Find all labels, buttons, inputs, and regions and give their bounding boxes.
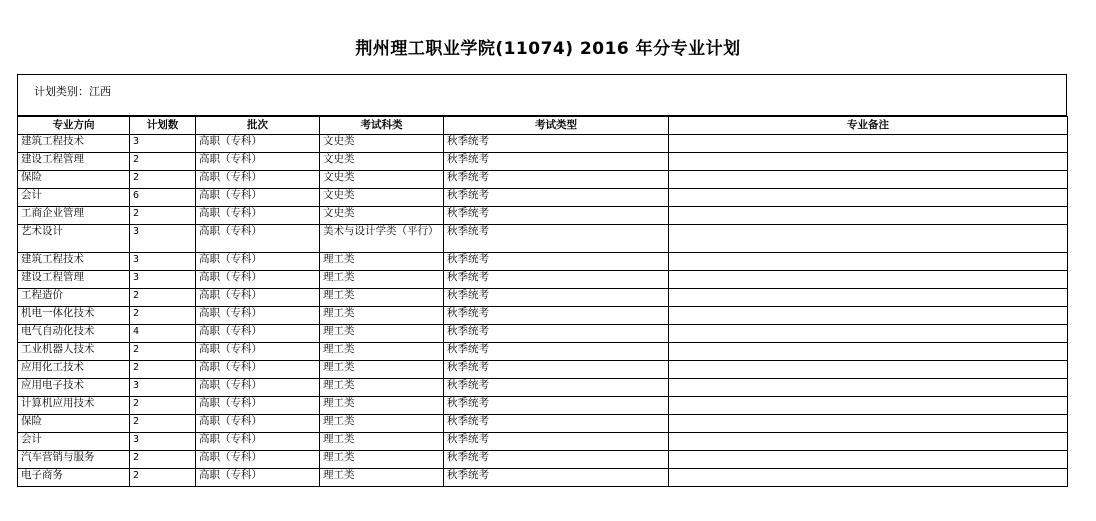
count-cell: 2 [130,207,196,225]
exam-type-cell: 秋季统考 [444,433,669,451]
header-count: 计划数 [130,117,196,135]
batch-cell: 高职（专科） [196,451,320,469]
count-cell: 3 [130,379,196,397]
plan-category-box [17,74,1067,116]
note-cell [669,307,1068,325]
batch-cell: 高职（专科） [196,207,320,225]
subject-cell: 文史类 [320,135,444,153]
batch-cell: 高职（专科） [196,307,320,325]
count-cell: 2 [130,307,196,325]
exam-type-cell: 秋季统考 [444,271,669,289]
subject-cell: 理工类 [320,361,444,379]
count-cell: 2 [130,361,196,379]
exam-type-cell: 秋季统考 [444,361,669,379]
header-major: 专业方向 [18,117,130,135]
major-cell: 电气自动化技术 [18,325,130,343]
exam-type-cell: 秋季统考 [444,343,669,361]
major-cell: 会计 [18,189,130,207]
major-cell: 建设工程管理 [18,271,130,289]
batch-cell: 高职（专科） [196,225,320,253]
exam-type-cell: 秋季统考 [444,207,669,225]
count-cell: 4 [130,325,196,343]
count-cell: 2 [130,451,196,469]
table-row [18,271,1068,289]
subject-cell: 文史类 [320,171,444,189]
subject-cell: 理工类 [320,397,444,415]
subject-cell: 理工类 [320,325,444,343]
table-row [18,289,1068,307]
batch-cell: 高职（专科） [196,433,320,451]
exam-type-cell: 秋季统考 [444,225,669,253]
note-cell [669,343,1068,361]
major-cell: 工程造价 [18,289,130,307]
exam-type-cell: 秋季统考 [444,189,669,207]
exam-type-cell: 秋季统考 [444,307,669,325]
major-cell: 应用电子技术 [18,379,130,397]
subject-cell: 理工类 [320,343,444,361]
header-subject: 考试科类 [320,117,444,135]
note-cell [669,325,1068,343]
plan-table [17,116,1068,487]
table-header-row [18,117,1068,135]
subject-cell: 文史类 [320,153,444,171]
table-row [18,171,1068,189]
major-cell: 保险 [18,415,130,433]
note-cell [669,361,1068,379]
table-row [18,253,1068,271]
subject-cell: 理工类 [320,289,444,307]
count-cell: 2 [130,397,196,415]
subject-cell: 理工类 [320,433,444,451]
header-exam-type: 考试类型 [444,117,669,135]
batch-cell: 高职（专科） [196,135,320,153]
major-cell: 汽车营销与服务 [18,451,130,469]
note-cell [669,433,1068,451]
count-cell: 2 [130,415,196,433]
count-cell: 2 [130,469,196,487]
major-cell: 工业机器人技术 [18,343,130,361]
subject-cell: 理工类 [320,415,444,433]
table-row [18,433,1068,451]
count-cell: 2 [130,153,196,171]
major-cell: 建筑工程技术 [18,135,130,153]
exam-type-cell: 秋季统考 [444,135,669,153]
subject-cell: 理工类 [320,253,444,271]
table-row [18,343,1068,361]
count-cell: 3 [130,271,196,289]
subject-cell: 理工类 [320,271,444,289]
table-body [18,135,1068,487]
note-cell [669,271,1068,289]
count-cell: 3 [130,253,196,271]
note-cell [669,379,1068,397]
major-cell: 机电一体化技术 [18,307,130,325]
batch-cell: 高职（专科） [196,325,320,343]
count-cell: 2 [130,343,196,361]
count-cell: 3 [130,135,196,153]
exam-type-cell: 秋季统考 [444,469,669,487]
major-cell: 会计 [18,433,130,451]
batch-cell: 高职（专科） [196,189,320,207]
table-row [18,207,1068,225]
major-cell: 电子商务 [18,469,130,487]
batch-cell: 高职（专科） [196,171,320,189]
table-row [18,225,1068,253]
table-row [18,379,1068,397]
count-cell: 3 [130,225,196,253]
table-row [18,153,1068,171]
note-cell [669,135,1068,153]
batch-cell: 高职（专科） [196,343,320,361]
note-cell [669,171,1068,189]
exam-type-cell: 秋季统考 [444,415,669,433]
header-note: 专业备注 [669,117,1068,135]
batch-cell: 高职（专科） [196,271,320,289]
exam-type-cell: 秋季统考 [444,289,669,307]
note-cell [669,153,1068,171]
major-cell: 建设工程管理 [18,153,130,171]
table-row [18,397,1068,415]
count-cell: 6 [130,189,196,207]
major-cell: 应用化工技术 [18,361,130,379]
exam-type-cell: 秋季统考 [444,253,669,271]
exam-type-cell: 秋季统考 [444,153,669,171]
note-cell [669,207,1068,225]
note-cell [669,451,1068,469]
table-row [18,189,1068,207]
major-cell: 工商企业管理 [18,207,130,225]
note-cell [669,397,1068,415]
table-row [18,451,1068,469]
batch-cell: 高职（专科） [196,361,320,379]
exam-type-cell: 秋季统考 [444,325,669,343]
batch-cell: 高职（专科） [196,289,320,307]
major-cell: 计算机应用技术 [18,397,130,415]
batch-cell: 高职（专科） [196,153,320,171]
subject-cell: 文史类 [320,207,444,225]
batch-cell: 高职（专科） [196,379,320,397]
count-cell: 2 [130,171,196,189]
major-cell: 艺术设计 [18,225,130,253]
table-row [18,415,1068,433]
exam-type-cell: 秋季统考 [444,451,669,469]
subject-cell: 理工类 [320,307,444,325]
count-cell: 3 [130,433,196,451]
subject-cell: 文史类 [320,189,444,207]
batch-cell: 高职（专科） [196,253,320,271]
note-cell [669,189,1068,207]
exam-type-cell: 秋季统考 [444,379,669,397]
subject-cell: 理工类 [320,469,444,487]
count-cell: 2 [130,289,196,307]
table-row [18,135,1068,153]
batch-cell: 高职（专科） [196,469,320,487]
major-cell: 保险 [18,171,130,189]
exam-type-cell: 秋季统考 [444,397,669,415]
table-row [18,361,1068,379]
note-cell [669,469,1068,487]
page-title: 荆州理工职业学院(11074) 2016 年分专业计划 [355,39,741,59]
major-cell: 建筑工程技术 [18,253,130,271]
batch-cell: 高职（专科） [196,415,320,433]
subject-cell: 理工类 [320,451,444,469]
table-row [18,325,1068,343]
exam-type-cell: 秋季统考 [444,171,669,189]
header-batch: 批次 [196,117,320,135]
table-row [18,307,1068,325]
note-cell [669,289,1068,307]
note-cell [669,415,1068,433]
batch-cell: 高职（专科） [196,397,320,415]
note-cell [669,253,1068,271]
note-cell [669,225,1068,253]
table-row [18,469,1068,487]
plan-category-label: 计划类别：江西 [34,85,111,98]
subject-cell: 美术与设计学类（平行） [320,225,444,253]
subject-cell: 理工类 [320,379,444,397]
